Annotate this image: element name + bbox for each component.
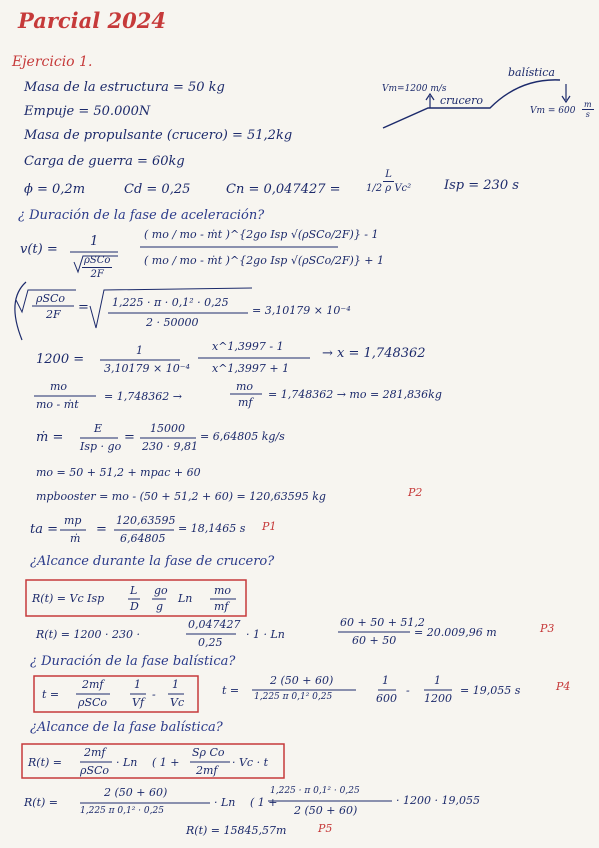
cruise-f-L: L bbox=[130, 584, 138, 597]
cruise-c-mid: · 1 · Ln bbox=[246, 628, 285, 641]
diagram-vm1: Vm=1200 m/s bbox=[382, 84, 447, 94]
e1200-lhs: 1200 = bbox=[36, 352, 85, 367]
btime-lhs: t = bbox=[42, 688, 60, 701]
question-cruise-range: ¿Alcance durante la fase de crucero? bbox=[30, 554, 275, 569]
diagram-vm2-unit: $\frac{m}{s}$ bbox=[584, 100, 592, 119]
btime-f-vf: Vf bbox=[132, 696, 145, 709]
diagram-crucero: crucero bbox=[440, 94, 484, 107]
question-ballistic-range: ¿Alcance de la fase balística? bbox=[30, 720, 223, 735]
brange-f-in-den: 2mf bbox=[196, 764, 218, 777]
e1200-bottom: x^1,3997 + 1 bbox=[212, 362, 290, 375]
brange-f-open: ( 1 + bbox=[152, 756, 180, 769]
cruise-c-num: 0,047427 bbox=[188, 618, 241, 631]
ta-lhs: ta = bbox=[30, 522, 58, 537]
mratio2-num: mo bbox=[236, 380, 254, 393]
cruise-f-mf: mf bbox=[214, 600, 229, 613]
tag-p1: P1 bbox=[262, 520, 277, 533]
btime-c-minus: - bbox=[406, 684, 410, 697]
brange-f-in-num: Sρ Co bbox=[192, 746, 225, 759]
vt-one: 1 bbox=[90, 234, 99, 249]
exercise-heading: Ejercicio 1. bbox=[12, 54, 93, 70]
cn-fraction bbox=[364, 168, 413, 195]
btime-c-d: 1200 bbox=[424, 692, 452, 705]
cruise-c-den: 0,25 bbox=[198, 636, 223, 649]
mdot-num1: E bbox=[94, 422, 103, 435]
mo-sum: mo = 50 + 51,2 + mpac + 60 bbox=[36, 466, 201, 479]
root-lhs-num: ρSCo bbox=[36, 292, 66, 305]
question-acceleration: ¿ Duración de la fase de aceleración? bbox=[18, 208, 265, 223]
brange-c-ln: · Ln bbox=[214, 796, 236, 809]
diagram-balistica: balística bbox=[508, 66, 555, 79]
given-mass: Masa de la estructura = 50 kg bbox=[24, 80, 225, 95]
btime-c-c: 1 bbox=[434, 674, 441, 687]
brange-lhs: R(t) = bbox=[28, 756, 62, 769]
btime-c-lhs: t = bbox=[222, 684, 240, 697]
cruise-f-ln: Ln bbox=[178, 592, 193, 605]
cruise-f-g: g bbox=[156, 600, 164, 613]
mdot-num2: 15000 bbox=[150, 422, 185, 435]
root-rhs-den: 2 · 50000 bbox=[146, 316, 199, 329]
brange-c-in-den: 2 (50 + 60) bbox=[294, 804, 358, 817]
mdot-den2: 230 · 9,81 bbox=[142, 440, 198, 453]
mratio-den: mo - ṁt bbox=[36, 398, 79, 411]
cruise-f-D: D bbox=[130, 600, 139, 613]
btime-f-a: 1 bbox=[134, 678, 141, 691]
e1200-result: → x = 1,748362 bbox=[322, 346, 426, 361]
cruise-c-ln-num: 60 + 50 + 51,2 bbox=[340, 616, 425, 629]
mdot-eq: = bbox=[124, 430, 135, 445]
btime-minus: - bbox=[152, 688, 156, 701]
ta-eq: = bbox=[96, 522, 107, 537]
vt-root: ρSCo 2F bbox=[84, 255, 111, 280]
cruise-f-mo: mo bbox=[214, 584, 232, 597]
brange-f-tail: · Vc · t bbox=[232, 756, 269, 769]
page-title: Parcial 2024 bbox=[18, 8, 167, 33]
tag-p3: P3 bbox=[540, 622, 555, 635]
given-phi: ϕ = 0,2m bbox=[24, 182, 86, 197]
btime-c-a: 1 bbox=[382, 674, 389, 687]
cruise-calc: R(t) = 1200 · 230 · bbox=[36, 628, 140, 641]
cruise-result: = 20.009,96 m bbox=[414, 626, 497, 639]
btime-c-den: 1,225 π 0,1² 0,25 bbox=[254, 692, 333, 702]
given-cd: Cd = 0,25 bbox=[124, 182, 191, 197]
mratio-num: mo bbox=[50, 380, 68, 393]
mp-booster: mpbooster = mo - (50 + 51,2 + 60) = 120,63595 kg bbox=[36, 490, 326, 503]
vt-top: ( mo / mo - ṁt )^{2go Isp √(ρSCo/2F)} - 1 bbox=[144, 228, 379, 241]
vt-lhs: v(t) = bbox=[20, 242, 58, 257]
mratio-eq: = 1,748362 → bbox=[104, 390, 182, 403]
cruise-c-ln-den: 60 + 50 bbox=[352, 634, 397, 647]
brange-result: R(t) = 15845,57m bbox=[186, 824, 287, 837]
root-equals: = bbox=[78, 300, 89, 315]
cn-num: L bbox=[385, 169, 392, 180]
given-thrust: Empuje = 50.000N bbox=[24, 104, 151, 119]
btime-f-one: 1 bbox=[172, 678, 179, 691]
e1200-den: 3,10179 × 10⁻⁴ bbox=[104, 362, 190, 375]
brange-f-den: ρSCo bbox=[80, 764, 110, 777]
mratio2-eq: = 1,748362 → mo = 281,836kg bbox=[268, 388, 442, 401]
btime-f-den: ρSCo bbox=[78, 696, 108, 709]
brange-c-den: 1,225 π 0,1² · 0,25 bbox=[80, 806, 164, 816]
cruise-f-go: go bbox=[154, 584, 168, 597]
root-lhs-den: 2F bbox=[46, 308, 61, 321]
cn-den: 1/2 ρ Vc² bbox=[366, 183, 412, 194]
btime-c-num: 2 (50 + 60) bbox=[270, 674, 334, 687]
mdot-result: = 6,64805 kg/s bbox=[200, 430, 285, 443]
given-warhead: Carga de guerra = 60kg bbox=[24, 154, 185, 169]
brange-c-num: 2 (50 + 60) bbox=[104, 786, 168, 799]
root-rhs-num: 1,225 · π · 0,1² · 0,25 bbox=[112, 296, 229, 309]
ta-result: = 18,1465 s bbox=[178, 522, 246, 535]
e1200-one: 1 bbox=[136, 344, 143, 357]
btime-result: = 19,055 s bbox=[460, 684, 521, 697]
e1200-top: x^1,3997 - 1 bbox=[212, 340, 284, 353]
given-cn: Cn = 0,047427 = bbox=[226, 182, 341, 197]
brange-f-ln: · Ln bbox=[116, 756, 138, 769]
root-result: = 3,10179 × 10⁻⁴ bbox=[252, 304, 351, 317]
tag-p2: P2 bbox=[408, 486, 423, 499]
ta-den1: ṁ bbox=[70, 532, 81, 545]
brange-c-open: ( 1 + bbox=[250, 796, 278, 809]
btime-f-vc: Vc bbox=[170, 696, 185, 709]
diagram-vm2: Vm = 600 bbox=[530, 106, 576, 116]
given-propellant: Masa de propulsante (crucero) = 51,2kg bbox=[24, 128, 293, 143]
mdot-lhs: ṁ = bbox=[36, 430, 64, 445]
tag-p4: P4 bbox=[556, 680, 571, 693]
ta-num2: 120,63595 bbox=[116, 514, 176, 527]
brange-c-tail: · 1200 · 19,055 bbox=[396, 794, 480, 807]
tag-p5: P5 bbox=[318, 822, 333, 835]
question-ballistic-time: ¿ Duración de la fase balística? bbox=[30, 654, 236, 669]
mdot-den1: Isp · go bbox=[80, 440, 122, 453]
given-isp: Isp = 230 s bbox=[444, 178, 519, 193]
ta-num1: mp bbox=[64, 514, 82, 527]
btime-c-b: 600 bbox=[376, 692, 397, 705]
mratio2-den: mf bbox=[238, 396, 253, 409]
btime-f-num: 2mf bbox=[82, 678, 104, 691]
cruise-formula: R(t) = Vc Isp bbox=[32, 592, 105, 605]
vt-bottom: ( mo / mo - ṁt )^{2go Isp √(ρSCo/2F)} + 1 bbox=[144, 254, 385, 267]
brange-f-num: 2mf bbox=[84, 746, 106, 759]
ta-den2: 6,64805 bbox=[120, 532, 166, 545]
brange-c-in-num: 1,225 · π 0,1² · 0,25 bbox=[270, 786, 360, 796]
brange-c-lhs: R(t) = bbox=[24, 796, 58, 809]
